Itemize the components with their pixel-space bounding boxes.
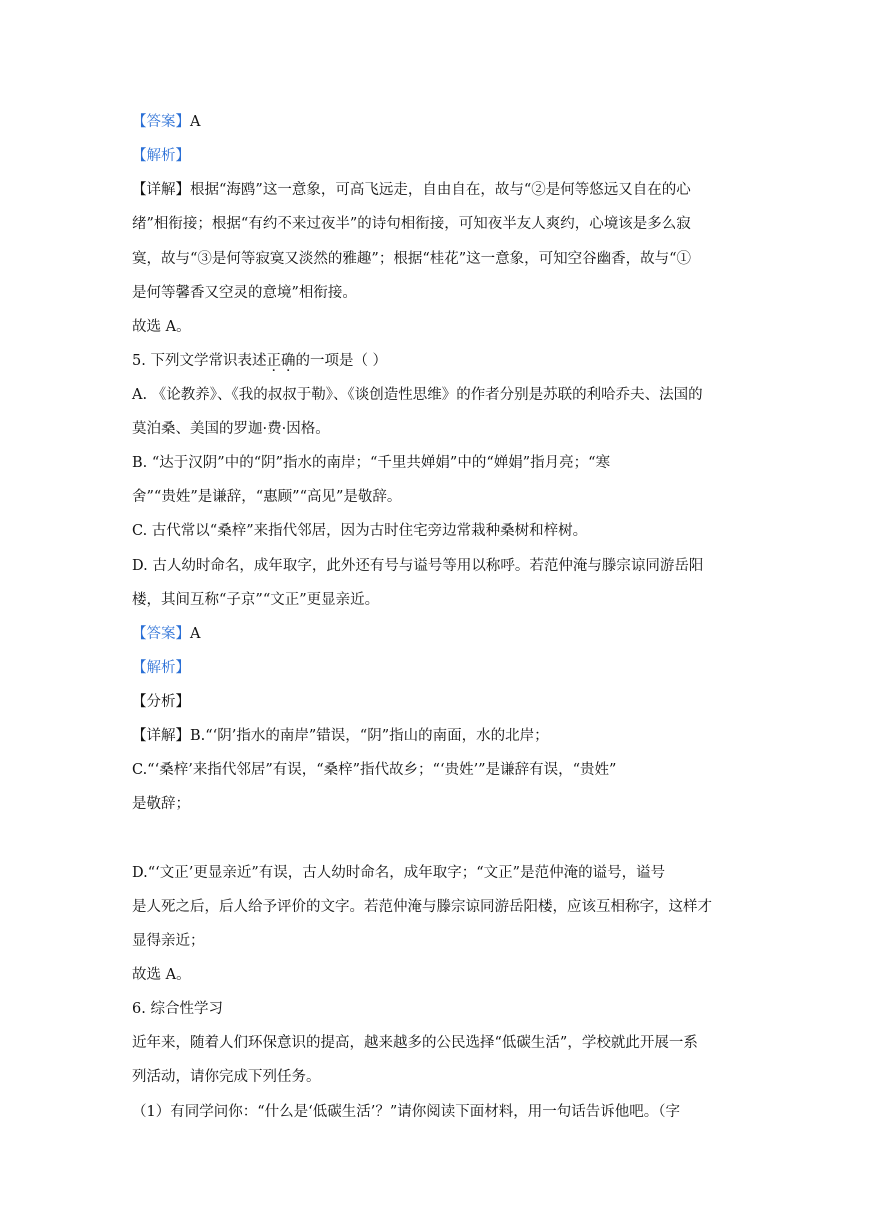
q5-option-line: C. 古代常以“桑梓”来指代邻居，因为古时住宅旁边常栽种桑树和梓树。 (132, 523, 588, 539)
q5-stem (132, 351, 387, 371)
q4-analysis-tag: 【解析】 (132, 148, 190, 164)
q5-option-line: A. 《论教养》、《我的叔叔于勒》、《谈创造性思维》的作者分别是苏联的利哈乔夫、法国的 (132, 387, 703, 403)
q4-detail-line: 【详解】根据“海鸥”这一意象，可高飞远走，自由自在，故与“②是何等悠远又自在的心 (132, 182, 691, 198)
q5-stem-end: 的一项是（ ） (295, 353, 388, 369)
q4-answer-line (132, 112, 200, 132)
q5-answer-line (132, 624, 200, 644)
q4-detail-line: 绪”相衔接；根据“有约不来过夜半”的诗句相衔接，可知夜半友人爽约，心境该是多么寂 (132, 216, 691, 232)
q4-conclusion: 故选 A。 (132, 319, 191, 335)
q6-subquestion-1: （1）有同学问你：“什么是‘低碳生活’？”请你阅读下面材料，用一句话告诉他吧。（字 (132, 1104, 681, 1120)
q5-option-line: 舍”“贵姓”是谦辞，“惠顾”“高见”是敬辞。 (132, 489, 402, 505)
q6-intro-line: 列活动，请你完成下列任务。 (132, 1069, 321, 1085)
answer-value: A (190, 114, 201, 130)
q5-conclusion: 故选 A。 (132, 967, 191, 983)
q5-option-line: D. 古人幼时命名，成年取字，此外还有号与谥号等用以称呼。若范仲淹与滕宗谅同游岳阳 (132, 558, 704, 574)
answer-tag: 【答案】 (132, 114, 190, 130)
q5-detail-line: D.“‘文正’更显亲近”有误，古人幼时命名，成年取字；“文正”是范仲淹的谥号，谥号 (132, 865, 666, 881)
q5-fenxi-tag: 【分析】 (132, 694, 190, 710)
q5-detail-line: 【详解】B.“‘阴’指水的南岸”错误，“阴”指山的南面，水的北岸； (132, 728, 549, 744)
q5-detail-line: 是敬辞； (132, 796, 190, 812)
q6-title: 6. 综合性学习 (132, 1001, 223, 1017)
q6-intro-line: 近年来，随着人们环保意识的提高，越来越多的公民选择“低碳生活”，学校就此开展一系 (132, 1035, 698, 1051)
q5-detail-line: 是人死之后，后人给予评价的文字。若范仲淹与滕宗谅同游岳阳楼，应该互相称字，这样才 (132, 899, 712, 915)
answer-tag: 【答案】 (132, 626, 190, 642)
q5-stem-start: 5. 下列文学常识表述 (132, 353, 267, 369)
q5-detail-line: C.“‘桑梓’来指代邻居”有误，“桑梓”指代故乡；“‘贵姓’”是谦辞有误，“贵姓” (132, 762, 617, 778)
q5-analysis-tag: 【解析】 (132, 660, 190, 676)
q4-detail-line: 是何等馨香又空灵的意境”相衔接。 (132, 285, 357, 301)
q5-option-line: 莫泊桑、美国的罗迦·费·因格。 (132, 421, 330, 437)
q5-stem-emphasis: 确 (280, 353, 296, 369)
q5-option-line: B. “达于汉阴”中的“阴”指水的南岸；“千里共婵娟”中的“婵娟”指月亮；“寒 (132, 455, 611, 471)
answer-value: A (190, 626, 201, 642)
q4-detail-line: 寞，故与“③是何等寂寞又淡然的雅趣”；根据“桂花”这一意象，可知空谷幽香，故与“① (132, 251, 692, 267)
q5-option-line: 楼，其间互称“子京”“文正”更显亲近。 (132, 592, 380, 608)
q5-stem-emphasis: 正 (266, 353, 281, 369)
q5-detail-line: 显得亲近； (132, 933, 205, 949)
